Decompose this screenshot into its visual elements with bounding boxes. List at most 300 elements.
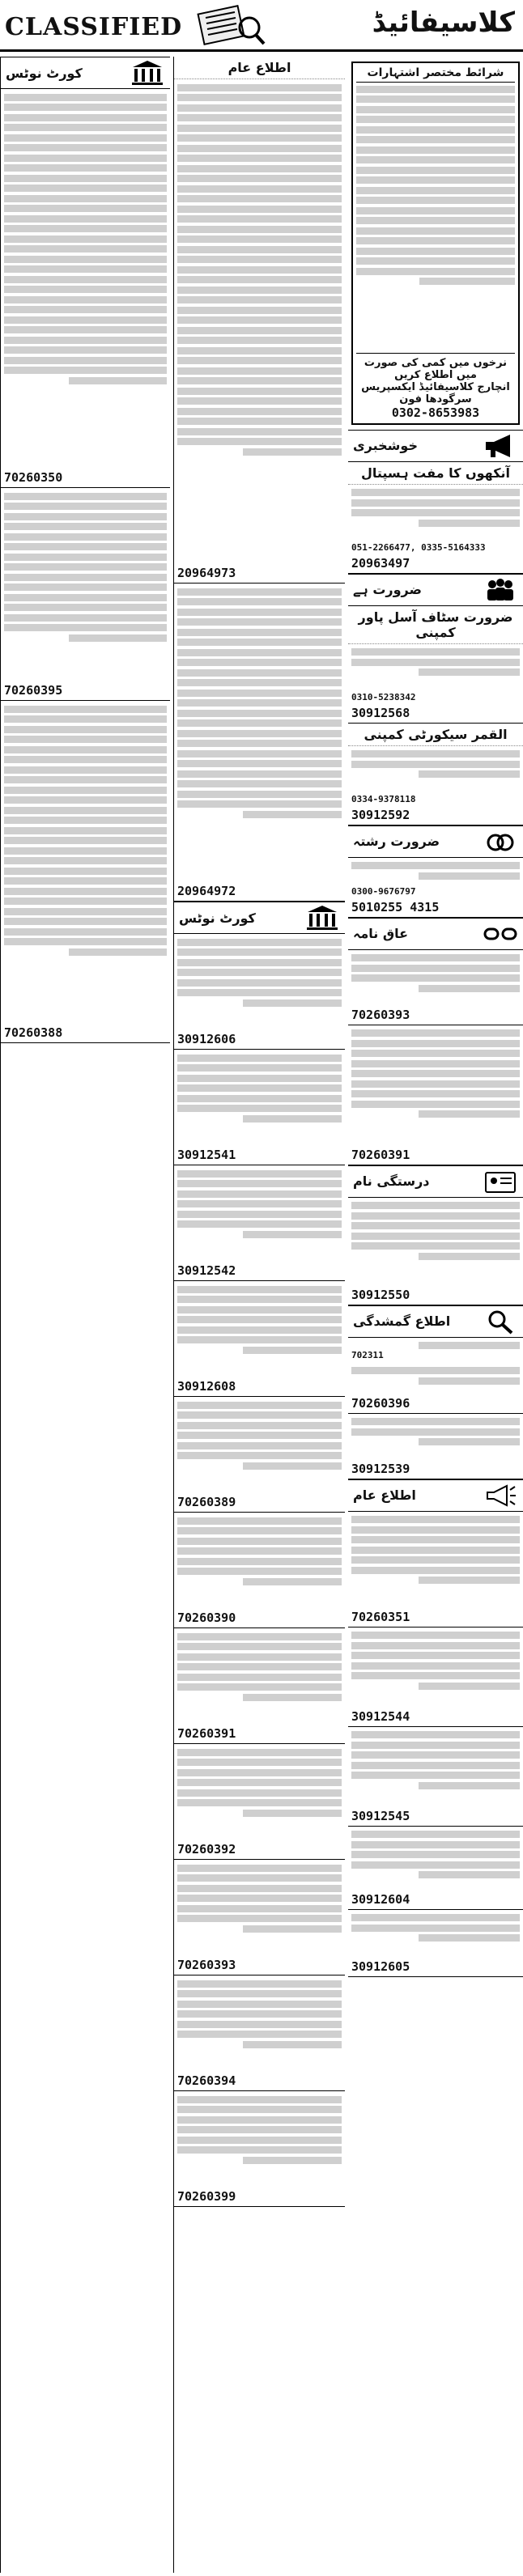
broken-chain-icon: [483, 920, 518, 948]
text-line: [177, 989, 342, 996]
text-line: [243, 1925, 342, 1933]
text-line: [177, 145, 342, 152]
notice-phone: 30912606: [174, 1031, 345, 1050]
text-line: [177, 1064, 342, 1072]
text-line: [177, 2010, 342, 2018]
text-line: [177, 669, 342, 677]
text-line: [177, 770, 342, 778]
text-line: [177, 1759, 342, 1766]
text-line: [4, 205, 167, 212]
text-line: [177, 165, 342, 172]
text-line: [177, 690, 342, 697]
section-title: ضرورت ہے: [353, 582, 422, 597]
text-line: [4, 256, 167, 263]
text-line: [243, 1231, 342, 1238]
ad-rates-phone: 0302-8653983: [391, 405, 480, 420]
section-title: خوشخبری: [353, 438, 418, 453]
text-line: [177, 1643, 342, 1650]
notice-text-block: [1, 89, 170, 469]
newspaper-icon: [186, 3, 267, 49]
text-line: [351, 1367, 520, 1374]
text-line: [351, 1526, 520, 1534]
text-line: [177, 800, 342, 808]
text-line: [177, 2146, 342, 2154]
notice-phone: 20964972: [174, 883, 345, 902]
lost-text: [348, 1363, 523, 1395]
ad-rates-title: شرائط مختصر اشتہارات: [356, 66, 515, 83]
notice-phone: 30912605: [348, 1959, 523, 1977]
text-line: [243, 1347, 342, 1354]
text-line: [419, 1377, 520, 1385]
text-line: [356, 146, 515, 154]
text-line: [177, 780, 342, 787]
text-line: [351, 1672, 520, 1679]
text-line: [4, 367, 167, 374]
text-line: [177, 760, 342, 767]
section-title: اطلاع گمشدگی: [353, 1313, 451, 1329]
text-line: [4, 796, 167, 804]
lost-text: [348, 1338, 523, 1349]
marriage-text: [348, 858, 523, 885]
text-line: [351, 862, 520, 869]
text-line: [177, 114, 342, 121]
public-notice-text: [348, 1827, 523, 1891]
text-line: [177, 1874, 342, 1882]
text-line: [356, 126, 515, 134]
notice-phone: 30912608: [174, 1378, 345, 1397]
text-line: [356, 136, 515, 143]
text-line: [177, 367, 342, 375]
correction-text: [348, 1198, 523, 1287]
marriage-phone: 5010255 4315: [348, 899, 523, 918]
text-line: [177, 84, 342, 91]
notice-phone: 30912541: [174, 1147, 345, 1165]
disinherit-text: [348, 950, 523, 1007]
notice-phone: 30912542: [174, 1263, 345, 1281]
text-line: [351, 1662, 520, 1670]
text-line: [177, 296, 342, 303]
text-line: [177, 2137, 342, 2144]
text-line: [4, 306, 167, 313]
text-line: [4, 195, 167, 202]
court-notice-list: [174, 934, 345, 2207]
court-building-icon: [130, 59, 165, 87]
text-line: [351, 1925, 520, 1932]
text-line: [243, 1115, 342, 1122]
text-line: [177, 679, 342, 686]
text-line: [4, 624, 167, 631]
text-line: [419, 1782, 520, 1789]
text-line: [177, 418, 342, 425]
section-title: اطلاع عام: [174, 57, 345, 79]
text-line: [351, 1914, 520, 1921]
text-line: [4, 756, 167, 763]
notice-phone: 30912550: [348, 1287, 523, 1305]
text-line: [419, 668, 520, 676]
text-line: [351, 954, 520, 961]
text-line: [351, 1029, 520, 1037]
text-line: [351, 1772, 520, 1779]
section-marriage: [348, 825, 523, 858]
text-line: [419, 1577, 520, 1584]
text-line: [177, 1633, 342, 1640]
text-line: [177, 750, 342, 758]
text-line: [177, 1084, 342, 1092]
text-line: [4, 766, 167, 774]
magnifier-icon: [483, 1308, 518, 1335]
text-line: [356, 116, 515, 123]
text-line: [177, 1316, 342, 1323]
text-line: [177, 185, 342, 193]
text-line: [4, 155, 167, 162]
text-line: [4, 857, 167, 864]
text-line: [4, 928, 167, 936]
text-line: [177, 2021, 342, 2028]
section-title: عاق نامہ: [353, 926, 409, 941]
text-line: [4, 503, 167, 510]
notice-phone: 20964973: [174, 565, 345, 584]
notice-text-block: [174, 1975, 345, 2073]
text-line: [177, 609, 342, 616]
text-line: [356, 237, 515, 244]
notice-text-block: [174, 1050, 345, 1147]
text-line: [356, 217, 515, 224]
text-line: [177, 1769, 342, 1776]
text-line: [177, 1286, 342, 1293]
text-line: [177, 598, 342, 605]
text-line: [4, 563, 167, 571]
page-header: [0, 0, 523, 52]
text-line: [177, 1663, 342, 1670]
text-line: [419, 985, 520, 992]
notice-phone: 30912544: [348, 1708, 523, 1727]
text-line: [356, 207, 515, 214]
text-line: [177, 639, 342, 646]
text-line: [177, 1055, 342, 1062]
text-line: [177, 286, 342, 294]
text-line: [351, 750, 520, 758]
text-line: [243, 1810, 342, 1817]
notice-phone: 70260389: [174, 1494, 345, 1513]
lost-text: [348, 1414, 523, 1461]
text-line: [243, 2157, 342, 2164]
text-line: [177, 408, 342, 415]
ad-rates-box: [351, 62, 520, 425]
text-line: [177, 1075, 342, 1082]
text-line: [4, 918, 167, 925]
text-line: [177, 377, 342, 384]
text-line: [351, 1080, 520, 1088]
section-court-notice: [174, 902, 345, 934]
text-line: [177, 246, 342, 253]
text-line: [351, 1536, 520, 1543]
text-line: [351, 1851, 520, 1858]
hospital-title: آنکھوں کا مفت ہسپتال: [348, 462, 523, 485]
disinherit-text: [348, 1025, 523, 1147]
text-line: [177, 2031, 342, 2038]
text-line: [419, 278, 515, 285]
text-line: [4, 326, 167, 333]
text-line: [351, 1060, 520, 1067]
notice-text-block: [174, 1397, 345, 1494]
text-line: [351, 1050, 520, 1057]
text-line: [356, 268, 515, 275]
text-line: [177, 1674, 342, 1681]
text-line: [4, 346, 167, 354]
text-line: [177, 266, 342, 274]
notice-text-block: [174, 2091, 345, 2188]
text-line: [351, 1632, 520, 1639]
text-line: [351, 1242, 520, 1250]
text-line: [4, 938, 167, 945]
text-line: [351, 1222, 520, 1229]
text-line: [177, 1905, 342, 1912]
text-line: [243, 1694, 342, 1701]
notice-text-block: [174, 934, 345, 1031]
notice-phone: 70260390: [174, 1610, 345, 1628]
text-line: [177, 226, 342, 233]
text-line: [177, 357, 342, 364]
text-line: [243, 448, 342, 456]
text-line: [351, 648, 520, 656]
text-line: [177, 2106, 342, 2113]
text-line: [351, 1516, 520, 1523]
text-line: [4, 134, 167, 142]
text-line: [351, 1762, 520, 1769]
public-notice-text: [348, 1910, 523, 1959]
text-line: [351, 499, 520, 507]
text-line: [177, 1180, 342, 1187]
text-line: [177, 388, 342, 395]
text-line: [177, 1296, 342, 1303]
text-line: [177, 1306, 342, 1313]
section-disinherit: [348, 918, 523, 950]
text-line: [177, 719, 342, 727]
text-line: [356, 248, 515, 255]
text-line: [177, 2096, 342, 2103]
text-line: [177, 1442, 342, 1449]
text-line: [69, 377, 167, 384]
text-line: [177, 1095, 342, 1102]
text-line: [177, 1211, 342, 1218]
text-line: [4, 185, 167, 192]
job-phone-line: 0310-5238342: [351, 691, 416, 702]
text-line: [177, 1538, 342, 1545]
text-line: [177, 1402, 342, 1409]
text-line: [351, 1212, 520, 1220]
text-line: [177, 1170, 342, 1178]
job-title: ضرورت سٹاف آسل پاور کمپنی: [348, 606, 523, 644]
text-line: [177, 1527, 342, 1534]
text-line: [351, 489, 520, 496]
text-line: [351, 1418, 520, 1425]
text-line: [356, 95, 515, 103]
text-line: [177, 730, 342, 737]
text-line: [356, 176, 515, 184]
text-line: [351, 1428, 520, 1436]
header-title-ur: کلاسیفائیڈ: [372, 6, 515, 39]
notice-phone: 70260393: [348, 1007, 523, 1025]
text-line: [243, 1578, 342, 1585]
text-line: [4, 316, 167, 324]
text-line: [4, 706, 167, 713]
notice-phone: 70260395: [1, 682, 170, 701]
text-line: [177, 1683, 342, 1691]
text-line: [356, 227, 515, 235]
text-line: [177, 206, 342, 213]
text-line: [4, 594, 167, 601]
text-line: [243, 811, 342, 818]
hospital-phone-line: 051-2266477, 0335-5164333: [351, 541, 486, 553]
text-line: [4, 776, 167, 783]
text-line: [177, 276, 342, 283]
text-line: [177, 659, 342, 666]
security-text: [348, 746, 523, 793]
text-line: [177, 1865, 342, 1872]
text-line: [177, 2001, 342, 2008]
text-line: [4, 837, 167, 844]
text-line: [177, 1336, 342, 1343]
text-line: [351, 1101, 520, 1108]
text-line: [243, 2041, 342, 2048]
text-line: [351, 1841, 520, 1848]
text-line: [356, 167, 515, 174]
people-group-icon: [483, 576, 518, 604]
security-title: القمر سیکورٹی کمپنی: [348, 724, 523, 746]
notice-phone: 30912539: [348, 1461, 523, 1479]
job-text: [348, 644, 523, 691]
text-line: [351, 1547, 520, 1554]
text-line: [4, 164, 167, 172]
text-line: [351, 1567, 520, 1574]
text-line: [351, 965, 520, 972]
security-phone-line: 0334-9378118: [351, 793, 416, 804]
text-line: [177, 1200, 342, 1207]
text-line: [4, 868, 167, 875]
notice-phone: 70260392: [174, 1841, 345, 1860]
text-line: [419, 1110, 520, 1118]
text-line: [351, 1642, 520, 1649]
text-line: [419, 1253, 520, 1260]
text-line: [177, 337, 342, 344]
text-line: [4, 726, 167, 733]
text-line: [351, 1556, 520, 1564]
text-line: [4, 746, 167, 753]
text-line: [177, 618, 342, 626]
text-line: [177, 1749, 342, 1756]
text-line: [419, 1871, 520, 1878]
text-line: [4, 787, 167, 794]
text-line: [356, 257, 515, 265]
text-line: [177, 316, 342, 324]
text-line: [177, 1422, 342, 1429]
notice-text-block: [174, 1281, 345, 1378]
text-line: [351, 974, 520, 982]
notice-text-block: [174, 1628, 345, 1725]
text-line: [351, 1040, 520, 1047]
text-line: [419, 520, 520, 527]
text-line: [4, 888, 167, 895]
ad-rates-contact: انچارج کلاسیفائیڈ ایکسپریس سرگودھا فون: [361, 380, 510, 405]
text-line: [419, 872, 520, 880]
text-line: [4, 807, 167, 814]
text-line: [177, 1547, 342, 1555]
section-lost: [348, 1305, 523, 1338]
text-line: [177, 1990, 342, 1997]
notice-text-block: [174, 1860, 345, 1957]
text-line: [4, 94, 167, 101]
notice-phone: 70260350: [1, 469, 170, 488]
column-middle: [173, 57, 345, 2573]
text-line: [351, 761, 520, 768]
ad-rates-footer: [356, 353, 515, 420]
text-line: [177, 969, 342, 976]
text-line: [4, 286, 167, 293]
text-line: [4, 276, 167, 283]
text-line: [177, 1915, 342, 1922]
text-line: [177, 397, 342, 405]
text-line: [419, 1438, 520, 1445]
text-line: [4, 337, 167, 344]
notice-phone: 70260391: [174, 1725, 345, 1744]
text-line: [177, 1220, 342, 1228]
text-line: [4, 296, 167, 303]
text-line: [351, 1731, 520, 1738]
marriage-phone-line: 0300-9676797: [351, 885, 416, 897]
text-line: [4, 245, 167, 253]
text-line: [177, 1895, 342, 1902]
lost-reference-number: 702311: [351, 1349, 384, 1360]
text-line: [4, 215, 167, 223]
text-line: [177, 740, 342, 747]
text-line: [177, 1779, 342, 1786]
text-line: [419, 770, 520, 778]
text-line: [177, 438, 342, 445]
text-line: [4, 584, 167, 591]
section-title: کورٹ نوٹس: [6, 65, 83, 81]
text-line: [351, 1742, 520, 1749]
hospital-text: [348, 485, 523, 541]
text-line: [177, 347, 342, 354]
text-line: [177, 588, 342, 596]
public-notice-text: [348, 1727, 523, 1808]
text-line: [177, 939, 342, 946]
text-line: [177, 1885, 342, 1892]
notice-text-block: [174, 1513, 345, 1610]
text-line: [243, 1462, 342, 1470]
section-public-notice: [348, 1479, 523, 1512]
text-line: [4, 817, 167, 824]
text-line: [177, 104, 342, 112]
text-line: [4, 236, 167, 243]
notice-text-block: [174, 79, 345, 565]
text-line: [177, 125, 342, 132]
section-title: اطلاع عام: [353, 1487, 416, 1503]
text-line: [4, 493, 167, 500]
text-line: [351, 1090, 520, 1097]
text-line: [351, 1233, 520, 1240]
notice-phone: 30912545: [348, 1808, 523, 1827]
text-line: [4, 523, 167, 530]
text-line: [4, 827, 167, 834]
text-line: [351, 1070, 520, 1077]
text-line: [177, 948, 342, 956]
notice-phone: 70260351: [348, 1609, 523, 1628]
text-line: [4, 736, 167, 743]
section-name-correction: [348, 1165, 523, 1198]
text-line: [4, 124, 167, 131]
text-line: [177, 428, 342, 435]
